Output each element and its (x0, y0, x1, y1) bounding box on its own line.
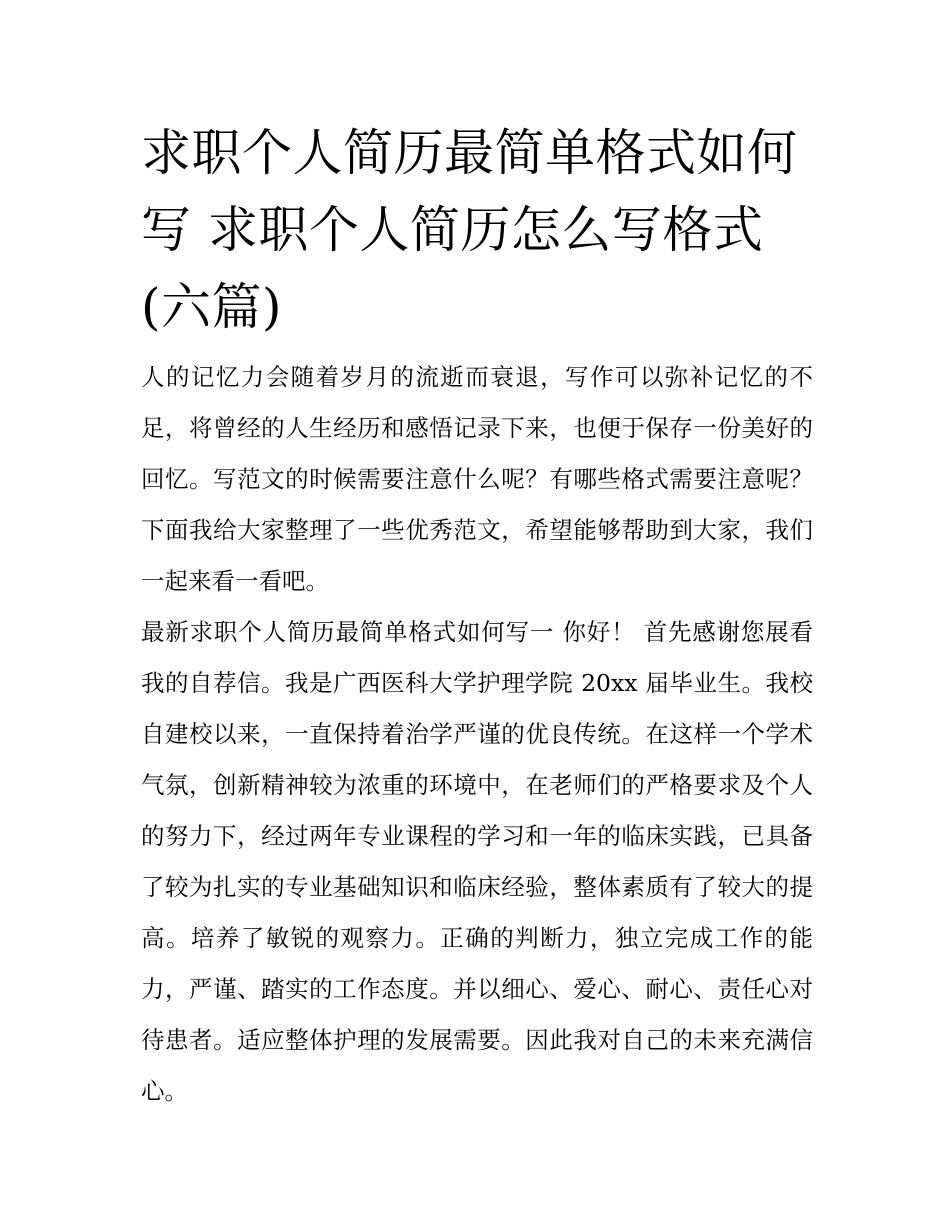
intro-paragraph: 人的记忆力会随着岁月的流逝而衰退，写作可以弥补记忆的不足，将曾经的人生经历和感悟记录下来，也便于保存一份美好的回忆。写范文的时候需要注意什么呢？有哪些格式需要注意呢？下面我给大家整理了一些优秀范文，希望能够帮助到大家，我们一起来看一看吧。 (141, 363, 813, 595)
document-title: 求职个人简历最简单格式如何写 求职个人简历怎么写格式(六篇) (141, 124, 798, 336)
letter-paragraph: 最新求职个人简历最简单格式如何写一 你好！ 首先感谢您展看我的自荐信。我是广西医科大学护理学院 20xx 届毕业生。我校自建校以来，一直保持着治学严谨的优良传统。在这样一个学术气氛，创新精神较为浓重的环境中，在老师们的严格要求及个人的努力下，经过两年专业课程的学习和一年的临床实践，已具备了较为扎实的专业基础知识和临床经验，整体素质有了较大的提高。培养了敏锐的观察力。正确的判断力，独立完成工作的能力，严谨、踏实的工作态度。并以细心、爱心、耐心、责任心对待患者。适应整体护理的发展需要。因此我对自己的未来充满信心。 (141, 618, 813, 1105)
document-body (141, 352, 813, 1117)
